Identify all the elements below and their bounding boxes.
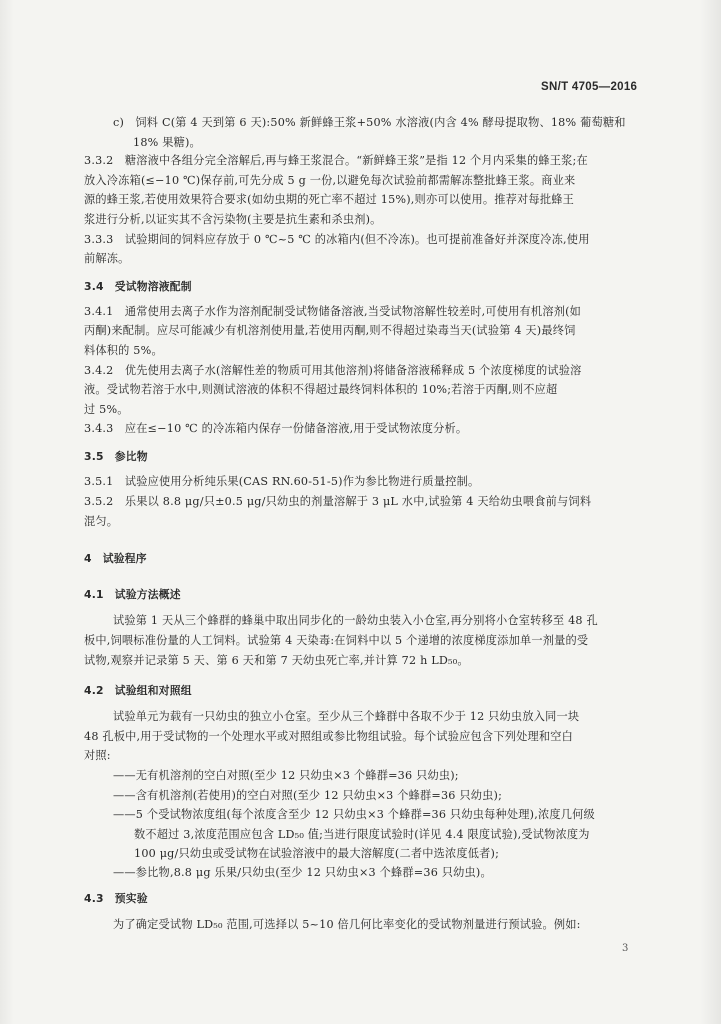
- section-heading-4-3: 4.3 预实验: [84, 892, 148, 905]
- clause-3-5-2: 3.5.2 乐果以 8.8 μg/只±0.5 μg/只幼虫的剂量溶解于 3 μL 水中,试验第 4 天给幼虫喂食前与饲料: [84, 495, 592, 508]
- section-heading-3-4: 3.4 受试物溶液配制: [84, 280, 192, 293]
- clause-3-3-2-line: 源的蜂王浆,若使用效果符合要求(如幼虫期的死亡率不超过 15%),则亦可以使用。推荐对每批蜂王: [84, 193, 574, 206]
- paragraph-4-3: 为了确定受试物 LD₅₀ 范围,可选择以 5~10 倍几何比率变化的受试物剂量进行预试验。例如:: [113, 918, 581, 931]
- clause-3-4-3: 3.4.3 应在≤−10 ℃ 的冷冻箱内保存一份储备溶液,用于受试物浓度分析。: [84, 422, 468, 435]
- chapter-heading-4: 4 试验程序: [84, 552, 147, 565]
- clause-3-3-3-line: 前解冻。: [84, 252, 130, 265]
- section-heading-4-1: 4.1 试验方法概述: [84, 588, 181, 601]
- page-number: 3: [622, 943, 629, 954]
- list-item-feed-c: c) 饲料 C(第 4 天到第 6 天):50% 新鲜蜂王浆+50% 水溶液(内含 4% 酵母提取物、18% 葡萄糖和: [113, 116, 626, 129]
- clause-3-4-1-line: 丙酮)来配制。应尽可能减少有机溶剂使用量,若使用丙酮,则不得超过染毒当天(试验第 4 天)最终饲: [84, 324, 576, 337]
- clause-3-4-1-line: 料体积的 5%。: [84, 344, 163, 357]
- paragraph-4-2: 试验单元为载有一只幼虫的独立小仓室。至少从三个蜂群中各取不少于 12 只幼虫放入同一块: [113, 710, 580, 723]
- clause-3-3-2: 3.3.2 糖溶液中各组分完全溶解后,再与蜂王浆混合。“新鲜蜂王浆”是指 12 个月内采集的蜂王浆;在: [84, 154, 588, 167]
- paragraph-4-1-line: 板中,饲喂标准份量的人工饲料。试验第 4 天染毒:在饲料中以 5 个递增的浓度梯度添加单一剂量的受: [84, 634, 589, 647]
- section-heading-4-2: 4.2 试验组和对照组: [84, 684, 192, 697]
- paragraph-4-1-line: 试物,观察并记录第 5 天、第 6 天和第 7 天幼虫死亡率,并计算 72 h LD₅₀。: [84, 654, 469, 667]
- dash-item-solvent-control: ——含有机溶剂(若使用)的空白对照(至少 12 只幼虫×3 个蜂群=36 只幼虫);: [113, 789, 503, 802]
- clause-3-3-2-line: 放入冷冻箱(≤−10 ℃)保存前,可先分成 5 g 一份,以避免每次试验前都需解冻整批蜂王浆。商业来: [84, 174, 576, 187]
- clause-3-5-1: 3.5.1 试验应使用分析纯乐果(CAS RN.60-51-5)作为参比物进行质量控制。: [84, 475, 480, 488]
- section-heading-3-5: 3.5 参比物: [84, 450, 148, 463]
- clause-3-3-2-line: 浆进行分析,以证实其不含污染物(主要是抗生素和杀虫剂)。: [84, 213, 382, 226]
- paragraph-4-1: 试验第 1 天从三个蜂群的蜂巢中取出同步化的一龄幼虫装入小仓室,再分别将小仓室转移至 48 孔: [113, 614, 598, 627]
- dash-item-reference: ——参比物,8.8 μg 乐果/只幼虫(至少 12 只幼虫×3 个蜂群=36 只幼虫)。: [113, 866, 492, 879]
- standard-number: SN/T 4705—2016: [541, 81, 638, 93]
- dash-item-concentration-groups-cont: 100 μg/只幼虫或受试物在试验溶液中的最大溶解度(二者中选浓度低者);: [134, 847, 500, 860]
- paragraph-4-2-line: 48 孔板中,用于受试物的一个处理水平或对照组或参比物组试验。每个试验应包含下列处理和空白: [84, 730, 574, 743]
- clause-3-4-2-line: 液。受试物若溶于水中,则测试溶液的体积不得超过最终饲料体积的 10%;若溶于丙酮,则不应超: [84, 383, 558, 396]
- list-item-feed-c-cont: 18% 果糖)。: [133, 136, 201, 149]
- clause-3-4-1: 3.4.1 通常使用去离子水作为溶剂配制受试物储备溶液,当受试物溶解性较差时,可使用有机溶剂(如: [84, 305, 582, 318]
- dash-item-concentration-groups-cont: 数不超过 3,浓度范围应包含 LD₅₀ 值;当进行限度试验时(详见 4.4 限度试验),受试物浓度为: [134, 828, 590, 841]
- clause-3-4-2-line: 过 5%。: [84, 403, 129, 416]
- clause-3-5-2-line: 混匀。: [84, 515, 119, 528]
- dash-item-blank-control: ——无有机溶剂的空白对照(至少 12 只幼虫×3 个蜂群=36 只幼虫);: [113, 769, 459, 782]
- paragraph-4-2-line: 对照:: [84, 749, 111, 762]
- clause-3-4-2: 3.4.2 优先使用去离子水(溶解性差的物质可用其他溶剂)将储备溶液稀释成 5 个浓度梯度的试验溶: [84, 364, 582, 377]
- dash-item-concentration-groups: ——5 个受试物浓度组(每个浓度含至少 12 只幼虫×3 个蜂群=36 只幼虫每种处理),浓度几何级: [113, 808, 595, 821]
- clause-3-3-3: 3.3.3 试验期间的饲料应存放于 0 ℃~5 ℃ 的冰箱内(但不冷冻)。也可提前准备好并深度冷冻,使用: [84, 233, 590, 246]
